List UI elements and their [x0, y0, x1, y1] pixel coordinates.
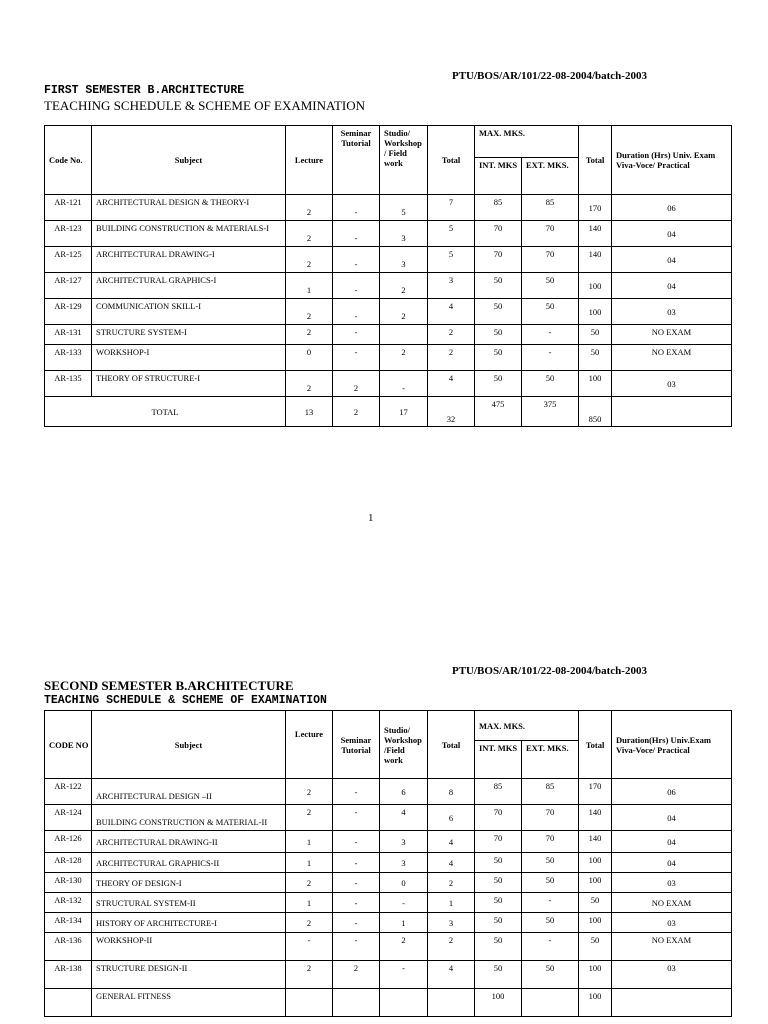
cell-lecture: 2	[286, 913, 333, 933]
cell-int-marks: 50	[475, 273, 522, 299]
cell-total: 2	[428, 345, 475, 371]
cell-studio: 3	[380, 221, 428, 247]
cell-studio: 3	[380, 853, 428, 873]
header-duration-2: Duration(Hrs) Univ.Exam Viva-Voce/ Practical	[612, 711, 732, 779]
cell-duration: 03	[612, 961, 732, 989]
table-row	[45, 299, 732, 325]
cell-studio: 3	[380, 831, 428, 853]
cell-total	[428, 989, 475, 1017]
header-lecture-2: Lecture	[286, 711, 333, 779]
cell-lecture: -	[286, 933, 333, 961]
header-studio: Studio/ Workshop / Field work	[380, 126, 428, 195]
cell-studio	[380, 325, 428, 345]
header-int-marks-2: INT. MKS	[475, 741, 522, 779]
header-int-marks: INT. MKS	[475, 158, 522, 195]
cell-int-marks: 50	[475, 933, 522, 961]
total-lecture: 13	[286, 397, 333, 427]
total-ext: 375	[522, 397, 579, 427]
cell-seminar: -	[333, 325, 380, 345]
cell-ext-marks: 70	[522, 831, 579, 853]
cell-code: AR-123	[45, 221, 92, 247]
cell-seminar: -	[333, 913, 380, 933]
cell-lecture: 1	[286, 831, 333, 853]
table-row	[45, 853, 732, 873]
cell-subject: STRUCTURE DESIGN-II	[92, 961, 286, 989]
cell-int-marks: 70	[475, 805, 522, 831]
page-title-2: SECOND SEMESTER B.ARCHITECTURE	[44, 678, 294, 693]
cell-duration: 04	[612, 221, 732, 247]
cell-code	[45, 989, 92, 1017]
cell-total: 6	[428, 805, 475, 831]
table-row	[45, 989, 732, 1017]
document-reference-2: PTU/BOS/AR/101/22-08-2004/batch-2003	[452, 665, 647, 677]
header-code: Code No.	[45, 126, 92, 195]
cell-ext-marks: 50	[522, 913, 579, 933]
table-row	[45, 221, 732, 247]
cell-code: AR-134	[45, 913, 92, 933]
cell-studio: -	[380, 371, 428, 397]
cell-subject: BUILDING CONSTRUCTION & MATERIAL-II	[92, 805, 286, 831]
header-ext-marks-2: EXT. MKS.	[522, 741, 579, 779]
cell-int-marks: 85	[475, 195, 522, 221]
cell-total-marks: 50	[579, 325, 612, 345]
cell-code: AR-129	[45, 299, 92, 325]
cell-subject: STRUCTURAL SYSTEM-II	[92, 893, 286, 913]
cell-lecture: 2	[286, 371, 333, 397]
total-total: 32	[428, 397, 475, 427]
table-row	[45, 933, 732, 961]
cell-duration: 03	[612, 873, 732, 893]
cell-total-marks: 100	[579, 371, 612, 397]
cell-ext-marks: 70	[522, 247, 579, 273]
cell-studio: 3	[380, 247, 428, 273]
cell-subject: THEORY OF STRUCTURE-I	[92, 371, 286, 397]
cell-subject: ARCHITECTURAL DESIGN & THEORY-I	[92, 195, 286, 221]
cell-ext-marks: 70	[522, 805, 579, 831]
cell-int-marks: 50	[475, 345, 522, 371]
cell-studio: 6	[380, 779, 428, 805]
cell-seminar	[333, 989, 380, 1017]
cell-int-marks: 50	[475, 853, 522, 873]
cell-total-marks: 140	[579, 805, 612, 831]
table-row	[45, 273, 732, 299]
cell-ext-marks: 85	[522, 779, 579, 805]
total-row	[45, 397, 732, 427]
cell-ext-marks: 50	[522, 299, 579, 325]
header-ext-marks: EXT. MKS.	[522, 158, 579, 195]
table-row	[45, 913, 732, 933]
cell-studio	[380, 989, 428, 1017]
cell-studio: 1	[380, 913, 428, 933]
cell-total: 4	[428, 961, 475, 989]
total-int: 475	[475, 397, 522, 427]
cell-duration: 04	[612, 273, 732, 299]
table-row	[45, 195, 732, 221]
table-row	[45, 893, 732, 913]
cell-seminar: -	[333, 221, 380, 247]
cell-total: 2	[428, 325, 475, 345]
cell-int-marks: 50	[475, 893, 522, 913]
cell-duration: 04	[612, 247, 732, 273]
cell-ext-marks: -	[522, 893, 579, 913]
cell-total-marks: 50	[579, 893, 612, 913]
cell-code: AR-131	[45, 325, 92, 345]
cell-total-marks: 170	[579, 195, 612, 221]
cell-subject: HISTORY OF ARCHITECTURE-I	[92, 913, 286, 933]
cell-subject: STRUCTURE SYSTEM-I	[92, 325, 286, 345]
cell-seminar: -	[333, 195, 380, 221]
cell-code: AR-124	[45, 805, 92, 831]
cell-int-marks: 70	[475, 247, 522, 273]
cell-total-marks: 100	[579, 961, 612, 989]
cell-total: 3	[428, 273, 475, 299]
cell-total: 7	[428, 195, 475, 221]
total-label: TOTAL	[45, 397, 286, 427]
cell-lecture: 2	[286, 195, 333, 221]
cell-subject: ARCHITECTURAL DESIGN –II	[92, 779, 286, 805]
cell-duration: 04	[612, 831, 732, 853]
cell-total: 4	[428, 299, 475, 325]
cell-total: 1	[428, 893, 475, 913]
cell-total-marks: 170	[579, 779, 612, 805]
cell-int-marks: 100	[475, 989, 522, 1017]
cell-duration: 06	[612, 779, 732, 805]
cell-lecture: 2	[286, 247, 333, 273]
cell-code: AR-136	[45, 933, 92, 961]
cell-seminar: -	[333, 873, 380, 893]
cell-total-marks: 50	[579, 933, 612, 961]
cell-ext-marks: 85	[522, 195, 579, 221]
header-max-marks: MAX. MKS.	[475, 126, 579, 158]
cell-ext-marks	[522, 989, 579, 1017]
cell-total: 5	[428, 247, 475, 273]
cell-code: AR-126	[45, 831, 92, 853]
cell-seminar: -	[333, 779, 380, 805]
cell-total-marks: 100	[579, 873, 612, 893]
cell-code: AR-130	[45, 873, 92, 893]
cell-int-marks: 50	[475, 913, 522, 933]
cell-ext-marks: -	[522, 345, 579, 371]
header-max-marks-2: MAX. MKS.	[475, 711, 579, 741]
table-row	[45, 325, 732, 345]
cell-lecture: 2	[286, 299, 333, 325]
cell-code: AR-125	[45, 247, 92, 273]
document-reference: PTU/BOS/AR/101/22-08-2004/batch-2003	[452, 70, 647, 82]
cell-code: AR-132	[45, 893, 92, 913]
cell-studio: 0	[380, 873, 428, 893]
cell-lecture	[286, 989, 333, 1017]
cell-studio: 2	[380, 273, 428, 299]
cell-ext-marks: 70	[522, 221, 579, 247]
cell-duration: 04	[612, 853, 732, 873]
page-number: 1	[368, 512, 374, 524]
cell-code: AR-127	[45, 273, 92, 299]
cell-int-marks: 70	[475, 831, 522, 853]
cell-duration: NO EXAM	[612, 933, 732, 961]
total-duration	[612, 397, 732, 427]
cell-ext-marks: 50	[522, 873, 579, 893]
cell-total-marks: 50	[579, 345, 612, 371]
cell-seminar: -	[333, 853, 380, 873]
cell-int-marks: 50	[475, 873, 522, 893]
cell-seminar: -	[333, 247, 380, 273]
cell-duration: NO EXAM	[612, 893, 732, 913]
header-lecture: Lecture	[286, 126, 333, 195]
cell-total: 5	[428, 221, 475, 247]
cell-total: 4	[428, 371, 475, 397]
cell-code: AR-135	[45, 371, 92, 397]
cell-seminar: 2	[333, 961, 380, 989]
header-total-marks-2: Total	[579, 711, 612, 779]
cell-lecture: 1	[286, 853, 333, 873]
header-code-2: CODE NO	[45, 711, 92, 779]
cell-lecture: 2	[286, 221, 333, 247]
cell-duration: 06	[612, 195, 732, 221]
cell-int-marks: 70	[475, 221, 522, 247]
page-title: FIRST SEMESTER B.ARCHITECTURE	[44, 84, 245, 97]
cell-studio: 5	[380, 195, 428, 221]
cell-studio: -	[380, 893, 428, 913]
cell-ext-marks: 50	[522, 273, 579, 299]
cell-subject: WORKSHOP-I	[92, 345, 286, 371]
total-seminar: 2	[333, 397, 380, 427]
cell-lecture: 2	[286, 961, 333, 989]
table-row	[45, 371, 732, 397]
total-marks: 850	[579, 397, 612, 427]
cell-lecture: 1	[286, 273, 333, 299]
cell-total-marks: 100	[579, 273, 612, 299]
cell-code: AR-133	[45, 345, 92, 371]
cell-duration: 03	[612, 913, 732, 933]
cell-total: 4	[428, 831, 475, 853]
cell-seminar: -	[333, 345, 380, 371]
header-studio-2: Studio/ Workshop /Field work	[380, 711, 428, 779]
cell-total-marks: 100	[579, 913, 612, 933]
cell-code: AR-138	[45, 961, 92, 989]
cell-lecture: 2	[286, 805, 333, 831]
header-total-2: Total	[428, 711, 475, 779]
header-total-marks: Total	[579, 126, 612, 195]
cell-subject: THEORY OF DESIGN-I	[92, 873, 286, 893]
cell-code: AR-128	[45, 853, 92, 873]
header-total: Total	[428, 126, 475, 195]
cell-total-marks: 140	[579, 247, 612, 273]
header-subject-2: Subject	[92, 711, 286, 779]
cell-total: 2	[428, 873, 475, 893]
cell-ext-marks: 50	[522, 371, 579, 397]
table-row	[45, 805, 732, 831]
table-row	[45, 779, 732, 805]
table-row	[45, 873, 732, 893]
cell-subject: ARCHITECTURAL GRAPHICS-I	[92, 273, 286, 299]
cell-int-marks: 85	[475, 779, 522, 805]
cell-ext-marks: 50	[522, 961, 579, 989]
schedule-table-1	[44, 125, 732, 427]
cell-studio: 2	[380, 299, 428, 325]
header-subject: Subject	[92, 126, 286, 195]
cell-seminar: -	[333, 299, 380, 325]
cell-total-marks: 140	[579, 831, 612, 853]
cell-subject: ARCHITECTURAL DRAWING-I	[92, 247, 286, 273]
cell-int-marks: 50	[475, 299, 522, 325]
cell-total-marks: 100	[579, 299, 612, 325]
cell-subject: COMMUNICATION SKILL-I	[92, 299, 286, 325]
cell-lecture: 2	[286, 779, 333, 805]
cell-seminar: -	[333, 933, 380, 961]
cell-total-marks: 100	[579, 853, 612, 873]
table-row	[45, 961, 732, 989]
table-row	[45, 247, 732, 273]
cell-total: 2	[428, 933, 475, 961]
cell-duration: 03	[612, 299, 732, 325]
page-subtitle: TEACHING SCHEDULE & SCHEME OF EXAMINATION	[44, 98, 366, 113]
cell-studio: 2	[380, 933, 428, 961]
cell-seminar: -	[333, 273, 380, 299]
cell-int-marks: 50	[475, 961, 522, 989]
cell-code: AR-122	[45, 779, 92, 805]
total-studio: 17	[380, 397, 428, 427]
table-row	[45, 831, 732, 853]
cell-ext-marks: 50	[522, 853, 579, 873]
cell-seminar: -	[333, 831, 380, 853]
table-row	[45, 345, 732, 371]
cell-total-marks: 100	[579, 989, 612, 1017]
cell-subject: ARCHITECTURAL DRAWING-II	[92, 831, 286, 853]
schedule-table-2	[44, 710, 732, 1017]
cell-studio: 4	[380, 805, 428, 831]
cell-duration: 03	[612, 371, 732, 397]
cell-duration	[612, 989, 732, 1017]
cell-lecture: 0	[286, 345, 333, 371]
cell-total: 8	[428, 779, 475, 805]
cell-lecture: 2	[286, 325, 333, 345]
header-duration: Duration (Hrs) Univ. Exam Viva-Voce/ Practical	[612, 126, 732, 195]
cell-int-marks: 50	[475, 371, 522, 397]
cell-subject: WORKSHOP-II	[92, 933, 286, 961]
cell-int-marks: 50	[475, 325, 522, 345]
cell-seminar: -	[333, 893, 380, 913]
cell-seminar: 2	[333, 371, 380, 397]
cell-subject: BUILDING CONSTRUCTION & MATERIALS-I	[92, 221, 286, 247]
cell-subject: ARCHITECTURAL GRAPHICS-II	[92, 853, 286, 873]
cell-duration: NO EXAM	[612, 345, 732, 371]
header-seminar-2: Seminar Tutorial	[333, 711, 380, 779]
cell-total: 3	[428, 913, 475, 933]
cell-studio: -	[380, 961, 428, 989]
cell-duration: 04	[612, 805, 732, 831]
cell-code: AR-121	[45, 195, 92, 221]
cell-duration: NO EXAM	[612, 325, 732, 345]
cell-studio: 2	[380, 345, 428, 371]
cell-ext-marks: -	[522, 933, 579, 961]
cell-subject: GENERAL FITNESS	[92, 989, 286, 1017]
cell-total: 4	[428, 853, 475, 873]
page-subtitle-2: TEACHING SCHEDULE & SCHEME OF EXAMINATION	[44, 694, 327, 707]
header-seminar: Seminar Tutorial	[333, 126, 380, 195]
cell-seminar: -	[333, 805, 380, 831]
cell-total-marks: 140	[579, 221, 612, 247]
cell-lecture: 2	[286, 873, 333, 893]
cell-lecture: 1	[286, 893, 333, 913]
cell-ext-marks: -	[522, 325, 579, 345]
